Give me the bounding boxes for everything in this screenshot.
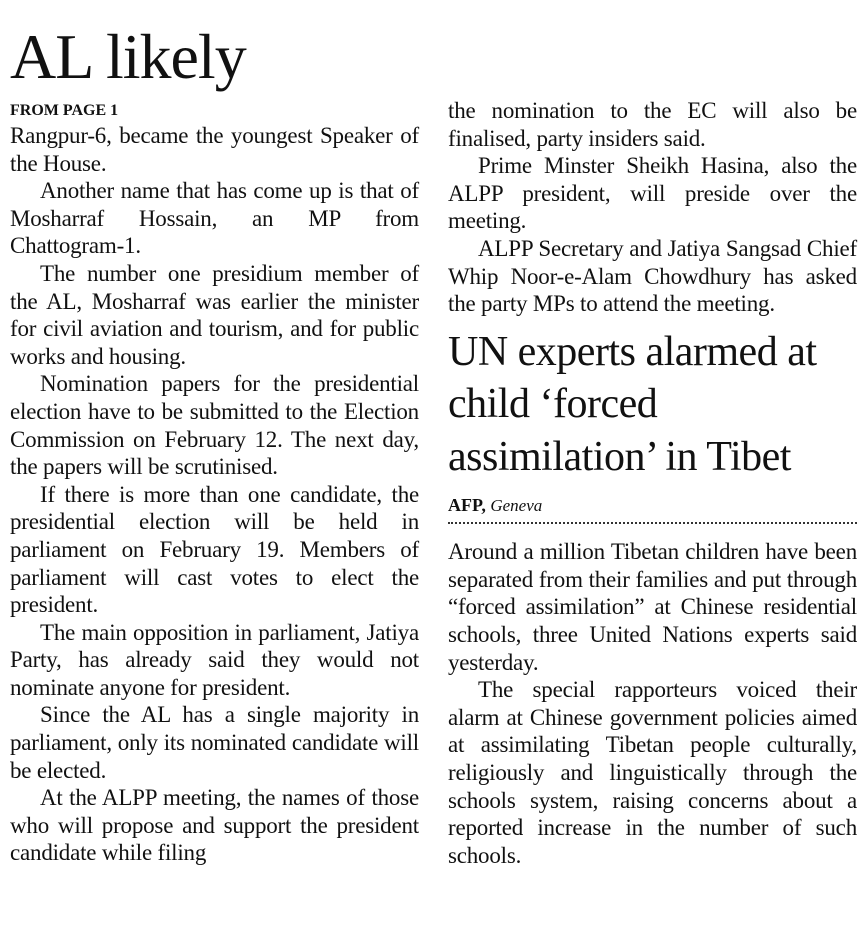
second-story-headline: UN experts alarmed at child ‘forced assimilation’ in Tibet	[448, 328, 817, 480]
article-paragraph: Nomination papers for the presidential election have to be submitted to the Election Commission on February 12. The next day, the papers will be scrutinised.	[10, 371, 419, 480]
article-continuation-paragraph: Prime Minster Sheikh Hasina, also the ALPP president, will preside over the meeting.	[448, 153, 857, 234]
article-continuation-paragraph: the nomination to the EC will also be finalised, party insiders said.	[448, 98, 857, 151]
right-column	[448, 97, 857, 869]
article-paragraph: Around a million Tibetan children have been separated from their families and put through “forced assimilation” at Chinese residential schools, three United Nations experts said yesterday.	[448, 539, 857, 675]
article-paragraph: Since the AL has a single majority in parliament, only its nominated candidate will be elected.	[10, 702, 419, 783]
article-continuation-paragraph: ALPP Secretary and Jatiya Sangsad Chief Whip Noor-e-Alam Chowdhury has asked the party MPs to attend the meeting.	[448, 235, 857, 317]
article-paragraph: If there is more than one candidate, the presidential election will be held in parliament on February 19. Members of parliament will cast votes to elect the president.	[10, 481, 419, 618]
byline-dateline: Geneva	[490, 496, 543, 516]
byline-divider	[448, 522, 857, 524]
byline-agency: AFP,	[448, 495, 486, 516]
article-paragraph: At the ALPP meeting, the names of those who will propose and support the president candidate while filing	[10, 785, 419, 866]
main-headline: AL likely	[10, 21, 246, 92]
article-paragraph: The special rapporteurs voiced their alarm at Chinese government policies aimed at assimilating Tibetan people culturally, religiously and linguistically through the schools system, raising concerns about a reported increase in the number of such schools.	[448, 677, 857, 868]
article-paragraph: The main opposition in parliament, Jatiya Party, has already said they would not nominate anyone for president.	[10, 619, 419, 700]
article-paragraph: The number one presidium member of the AL, Mosharraf was earlier the minister for civil aviation and tourism, and for public works and housing.	[10, 260, 419, 369]
byline	[448, 493, 857, 518]
article-paragraph: Another name that has come up is that of Mosharraf Hossain, an MP from Chattogram-1.	[10, 178, 419, 259]
kicker-from-page-1: FROM PAGE 1	[10, 102, 119, 119]
article-paragraph: Rangpur-6, became the youngest Speaker of the House.	[10, 123, 419, 176]
left-column	[10, 100, 419, 867]
